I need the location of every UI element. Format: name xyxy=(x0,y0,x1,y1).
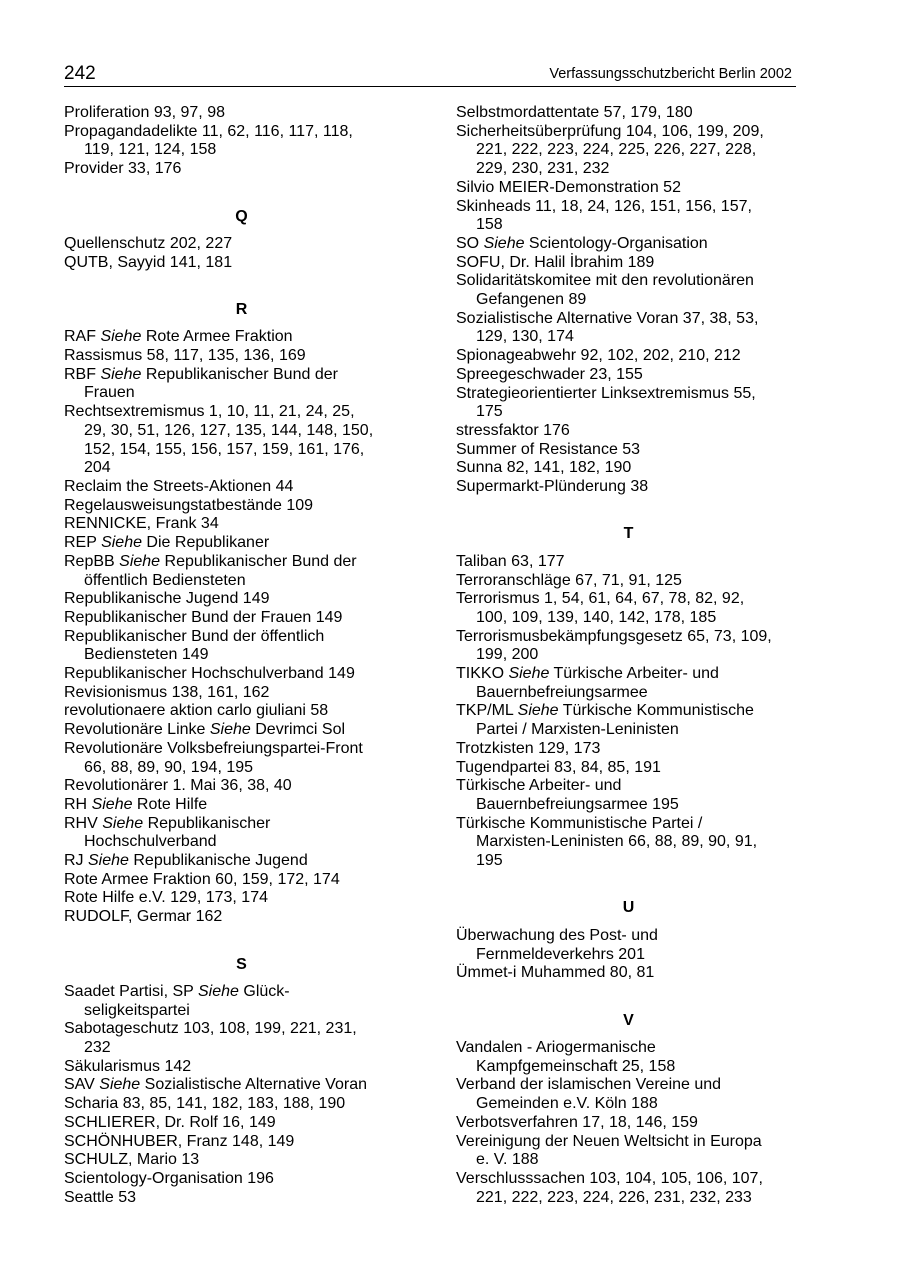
index-entry xyxy=(64,104,419,123)
index-entry xyxy=(64,740,419,777)
index-entry xyxy=(64,721,419,740)
index-entry xyxy=(64,123,419,160)
entry-text: Solidaritätskomitee mit den revolutionären xyxy=(456,272,754,290)
index-entry xyxy=(456,235,801,254)
entry-text: RUDOLF, Germar 162 xyxy=(64,908,223,926)
entry-continuation: e. V. 188 xyxy=(476,1151,539,1169)
entry-term: RAF xyxy=(64,328,101,346)
entry-text: revolutionaere aktion carlo giuliani 58 xyxy=(64,702,329,720)
entry-text: Reclaim the Streets-Aktionen 44 xyxy=(64,478,294,495)
index-entry xyxy=(64,1058,419,1077)
entry-continuation: 152, 154, 155, 156, 157, 159, 161, 176, xyxy=(84,440,365,458)
index-entry xyxy=(456,1133,801,1170)
index-entry xyxy=(456,777,801,814)
siehe-reference-marker: Siehe xyxy=(209,721,251,739)
entry-text: Türkische Arbeiter- und xyxy=(456,777,622,795)
entry-term: REP xyxy=(64,534,102,552)
index-group-v xyxy=(456,1039,801,1207)
entry-text: Türkische Kommunistische Partei / xyxy=(456,814,703,832)
index-entry xyxy=(64,1189,419,1208)
index-entry xyxy=(456,553,801,572)
entry-term: Revolutionäre Linke xyxy=(64,721,210,739)
index-entry xyxy=(64,665,419,684)
entry-text: Terrorismus 1, 54, 61, 64, 67, 78, 82, 92, xyxy=(456,590,745,608)
siehe-reference-marker: Siehe xyxy=(100,328,142,346)
index-entry xyxy=(64,1133,419,1152)
index-group-t xyxy=(456,553,801,871)
index-entry xyxy=(456,123,801,179)
index-entry xyxy=(456,590,801,627)
index-entry xyxy=(456,366,801,385)
entry-text: Scharia 83, 85, 141, 182, 183, 188, 190 xyxy=(64,1095,346,1113)
entry-text: Verband der islamischen Vereine und xyxy=(456,1076,722,1094)
index-entry xyxy=(456,628,801,665)
index-entry xyxy=(456,478,801,497)
siehe-reference-marker: Siehe xyxy=(99,1076,141,1094)
entry-reference: Republikanischer Bund der xyxy=(160,552,357,570)
index-entry xyxy=(64,1095,419,1114)
entry-text: Taliban 63, 177 xyxy=(456,552,565,570)
index-entry xyxy=(456,964,801,983)
entry-continuation: 158 xyxy=(476,216,503,234)
index-entry xyxy=(64,478,419,497)
index-entry xyxy=(456,104,801,123)
entry-text: Republikanische Jugend 149 xyxy=(64,590,270,608)
entry-text: Ümmet-i Muhammed 80, 81 xyxy=(456,964,655,982)
entry-text: Trotzkisten 129, 173 xyxy=(456,739,601,757)
siehe-reference-marker: Siehe xyxy=(102,814,144,832)
entry-text: Vereinigung der Neuen Weltsicht in Europa xyxy=(456,1132,762,1150)
entry-text: stressfaktor 176 xyxy=(456,421,570,439)
entry-text: Sicherheitsüberprüfung 104, 106, 199, 209, xyxy=(456,122,764,140)
entry-text: Spreegeschwader 23, 155 xyxy=(456,365,643,383)
entry-text: Skinheads 11, 18, 24, 126, 151, 156, 157, xyxy=(456,197,752,215)
entry-reference: Scientology-Organisation xyxy=(524,234,708,252)
entry-continuation: Gefangenen 89 xyxy=(476,291,587,309)
entry-term: RepBB xyxy=(64,552,120,570)
entry-text: Seattle 53 xyxy=(64,1188,137,1206)
entry-text: Vandalen - Ariogermanische xyxy=(456,1039,656,1057)
entry-text: Revolutionäre Volksbefreiungspartei-Front xyxy=(64,739,363,757)
entry-term: Saadet Partisi, SP xyxy=(64,982,198,1000)
entry-reference: Rote Armee Fraktion xyxy=(141,328,293,346)
entry-reference: Glück- xyxy=(238,982,290,1000)
siehe-reference-marker: Siehe xyxy=(101,534,142,552)
index-entry xyxy=(64,628,419,665)
entry-text: Säkularismus 142 xyxy=(64,1057,192,1075)
index-entry xyxy=(64,347,419,366)
index-entry xyxy=(64,815,419,852)
entry-text: QUTB, Sayyid 141, 181 xyxy=(64,253,233,271)
entry-continuation: 221, 222, 223, 224, 226, 231, 232, 233 xyxy=(476,1188,752,1206)
index-entry xyxy=(456,740,801,759)
entry-continuation: öffentlich Bediensteten xyxy=(84,571,246,589)
index-entry xyxy=(64,328,419,347)
index-entry xyxy=(456,198,801,235)
entry-reference: Türkische Kommunistische xyxy=(558,702,754,720)
entry-text: Proliferation 93, 97, 98 xyxy=(64,104,225,121)
entry-term: TIKKO xyxy=(456,665,509,683)
group-gap xyxy=(64,272,419,291)
entry-text: Sozialistische Alternative Voran 37, 38, 53, xyxy=(456,309,759,327)
entry-continuation: Kampfgemeinschaft 25, 158 xyxy=(476,1057,676,1075)
index-group-r xyxy=(64,328,419,927)
group-gap xyxy=(64,927,419,946)
index-entry xyxy=(64,366,419,403)
entry-text: Republikanischer Bund der Frauen 149 xyxy=(64,608,343,626)
index-entry xyxy=(64,1020,419,1057)
entry-text: Revolutionärer 1. Mai 36, 38, 40 xyxy=(64,777,292,795)
entry-text: Quellenschutz 202, 227 xyxy=(64,234,233,252)
entry-continuation: Bauernbefreiungsarmee 195 xyxy=(476,795,679,813)
index-entry xyxy=(456,179,801,198)
index-group-u xyxy=(456,927,801,983)
index-entry xyxy=(456,310,801,347)
entry-term: SO xyxy=(456,234,484,252)
group-gap xyxy=(456,871,801,890)
page-header xyxy=(64,58,796,87)
index-entry xyxy=(456,815,801,871)
index-entry xyxy=(456,759,801,778)
entry-text: RENNICKE, Frank 34 xyxy=(64,515,219,533)
letter-heading-t: T xyxy=(623,525,634,543)
entry-text: Rechtsextremismus 1, 10, 11, 21, 24, 25, xyxy=(64,403,355,421)
index-entry xyxy=(64,796,419,815)
entry-reference: Rote Hilfe xyxy=(132,795,208,813)
entry-reference: Republikanischer Bund der xyxy=(141,365,338,383)
index-column-right xyxy=(456,104,801,1207)
index-entry xyxy=(64,1076,419,1095)
entry-text: Sabotageschutz 103, 108, 199, 221, 231, xyxy=(64,1020,357,1038)
index-entry xyxy=(456,441,801,460)
index-entry xyxy=(456,422,801,441)
entry-text: Rassismus 58, 117, 135, 136, 169 xyxy=(64,347,306,365)
entry-term: RBF xyxy=(64,365,101,383)
entry-term: RJ xyxy=(64,852,88,870)
index-entry xyxy=(456,1170,801,1207)
entry-reference: Republikanische Jugend xyxy=(128,852,308,870)
entry-text: Selbstmordattentate 57, 179, 180 xyxy=(456,104,693,121)
entry-text: Summer of Resistance 53 xyxy=(456,440,641,458)
entry-text: Terrorismusbekämpfungsgesetz 65, 73, 109, xyxy=(456,627,772,645)
entry-text: Rote Hilfe e.V. 129, 173, 174 xyxy=(64,889,268,907)
entry-continuation: 232 xyxy=(84,1039,111,1057)
siehe-reference-marker: Siehe xyxy=(517,702,559,720)
index-entry xyxy=(456,665,801,702)
page-number: 242 xyxy=(64,63,96,84)
index-entry xyxy=(64,908,419,927)
index-entry xyxy=(456,1114,801,1133)
index-entry xyxy=(456,1039,801,1076)
index-entry xyxy=(64,777,419,796)
index-entry xyxy=(64,889,419,908)
index-entry xyxy=(64,852,419,871)
entry-continuation: 175 xyxy=(476,403,503,421)
entry-continuation: 29, 30, 51, 126, 127, 135, 144, 148, 150, xyxy=(84,421,374,439)
siehe-reference-marker: Siehe xyxy=(483,234,525,252)
index-entry xyxy=(456,459,801,478)
entry-continuation: Fernmeldeverkehrs 201 xyxy=(476,945,645,963)
report-title: Verfassungsschutzbericht Berlin 2002 xyxy=(549,66,792,82)
entry-text: SCHÖNHUBER, Franz 148, 149 xyxy=(64,1132,295,1150)
entry-text: Republikanischer Hochschulverband 149 xyxy=(64,665,355,683)
index-entry xyxy=(456,927,801,964)
entry-continuation: Bediensteten 149 xyxy=(84,646,209,664)
index-entry xyxy=(456,385,801,422)
entry-text: Verschlusssachen 103, 104, 105, 106, 107, xyxy=(456,1169,763,1187)
index-entry xyxy=(64,590,419,609)
index-entry xyxy=(456,1076,801,1113)
siehe-reference-marker: Siehe xyxy=(88,852,129,870)
index-entry xyxy=(64,983,419,1020)
entry-continuation: 204 xyxy=(84,459,111,477)
entry-text: Silvio MEIER-Demonstration 52 xyxy=(456,178,681,196)
entry-term: RHV xyxy=(64,814,103,832)
index-entry xyxy=(64,235,419,254)
entry-text: SCHULZ, Mario 13 xyxy=(64,1151,200,1169)
entry-continuation: 199, 200 xyxy=(476,646,539,664)
index-group-q xyxy=(64,235,419,272)
index-entry xyxy=(64,871,419,890)
entry-reference: Sozialistische Alternative Voran xyxy=(140,1076,367,1094)
entry-continuation: 100, 109, 139, 140, 142, 178, 185 xyxy=(476,608,717,626)
entry-text: Tugendpartei 83, 84, 85, 191 xyxy=(456,758,661,776)
entry-continuation: 221, 222, 223, 224, 225, 226, 227, 228, xyxy=(476,141,757,159)
index-entry xyxy=(64,403,419,478)
index-entry xyxy=(64,1170,419,1189)
letter-heading-r: R xyxy=(235,300,248,318)
entry-term: RH xyxy=(64,795,92,813)
entry-text: Verbotsverfahren 17, 18, 146, 159 xyxy=(456,1113,698,1131)
entry-text: Strategieorientierter Linksextremismus 55, xyxy=(456,384,756,402)
entry-continuation: Gemeinden e.V. Köln 188 xyxy=(476,1095,658,1113)
index-entry xyxy=(64,534,419,553)
index-entry xyxy=(64,497,419,516)
index-entry xyxy=(456,702,801,739)
entry-reference: Die Republikaner xyxy=(141,534,270,552)
entry-continuation: Partei / Marxisten-Leninisten xyxy=(476,721,679,739)
entry-term: TKP/ML xyxy=(456,702,518,720)
index-group-s-continued xyxy=(456,104,801,497)
entry-text: SOFU, Dr. Halil İbrahim 189 xyxy=(456,253,655,271)
entry-reference: Devrimci Sol xyxy=(250,721,346,739)
siehe-reference-marker: Siehe xyxy=(100,365,142,383)
index-entry xyxy=(456,572,801,591)
entry-text: Regelausweisungstatbestände 109 xyxy=(64,496,314,514)
entry-continuation: Hochschulverband xyxy=(84,833,217,851)
index-entry xyxy=(64,1114,419,1133)
index-group-s xyxy=(64,983,419,1207)
index-entry xyxy=(64,1151,419,1170)
entry-text: Republikanischer Bund der öffentlich xyxy=(64,627,325,645)
entry-text: Scientology-Organisation 196 xyxy=(64,1169,274,1187)
index-entry xyxy=(64,609,419,628)
entry-text: Supermarkt-Plünderung 38 xyxy=(456,478,649,496)
index-entry xyxy=(456,272,801,309)
siehe-reference-marker: Siehe xyxy=(508,665,550,683)
entry-text: Terroranschläge 67, 71, 91, 125 xyxy=(456,571,682,589)
group-gap xyxy=(456,983,801,1002)
group-gap xyxy=(64,179,419,198)
entry-continuation: 129, 130, 174 xyxy=(476,328,574,346)
entry-continuation: Frauen xyxy=(84,384,135,402)
entry-text: SCHLIERER, Dr. Rolf 16, 149 xyxy=(64,1113,276,1131)
index-entry xyxy=(456,347,801,366)
index-entry xyxy=(64,254,419,273)
index-entry xyxy=(64,160,419,179)
index-entry xyxy=(64,702,419,721)
entry-text: Überwachung des Post- und xyxy=(456,926,658,944)
entry-text: Revisionismus 138, 161, 162 xyxy=(64,683,270,701)
entry-continuation: 119, 121, 124, 158 xyxy=(84,141,217,159)
letter-heading-s: S xyxy=(236,955,247,973)
entry-text: Propagandadelikte 11, 62, 116, 117, 118, xyxy=(64,122,353,140)
entry-reference: Republikanischer xyxy=(143,814,271,832)
entry-continuation: Marxisten-Leninisten 66, 88, 89, 90, 91, xyxy=(476,833,758,851)
siehe-reference-marker: Siehe xyxy=(119,552,161,570)
group-gap xyxy=(456,497,801,516)
entry-term: SAV xyxy=(64,1076,100,1094)
letter-heading-q: Q xyxy=(235,207,248,225)
index-column-left xyxy=(64,104,419,1207)
entry-continuation: 66, 88, 89, 90, 194, 195 xyxy=(84,758,254,776)
index-entry xyxy=(64,553,419,590)
entry-continuation: Bauernbefreiungsarmee xyxy=(476,683,648,701)
index-entry xyxy=(456,254,801,273)
letter-heading-u: U xyxy=(622,899,635,917)
entry-text: Sunna 82, 141, 182, 190 xyxy=(456,459,632,477)
index-entry xyxy=(64,515,419,534)
index-entry xyxy=(64,684,419,703)
entry-continuation: 229, 230, 231, 232 xyxy=(476,160,610,178)
entry-text: Provider 33, 176 xyxy=(64,160,182,178)
siehe-reference-marker: Siehe xyxy=(198,982,239,1000)
index-group-p xyxy=(64,104,419,179)
entry-continuation: 195 xyxy=(476,852,503,870)
siehe-reference-marker: Siehe xyxy=(91,795,133,813)
entry-reference: Türkische Arbeiter- und xyxy=(549,665,719,683)
entry-continuation: seligkeitspartei xyxy=(84,1001,190,1019)
letter-heading-v: V xyxy=(623,1011,634,1029)
entry-text: Spionageabwehr 92, 102, 202, 210, 212 xyxy=(456,347,741,365)
entry-text: Rote Armee Fraktion 60, 159, 172, 174 xyxy=(64,870,340,888)
